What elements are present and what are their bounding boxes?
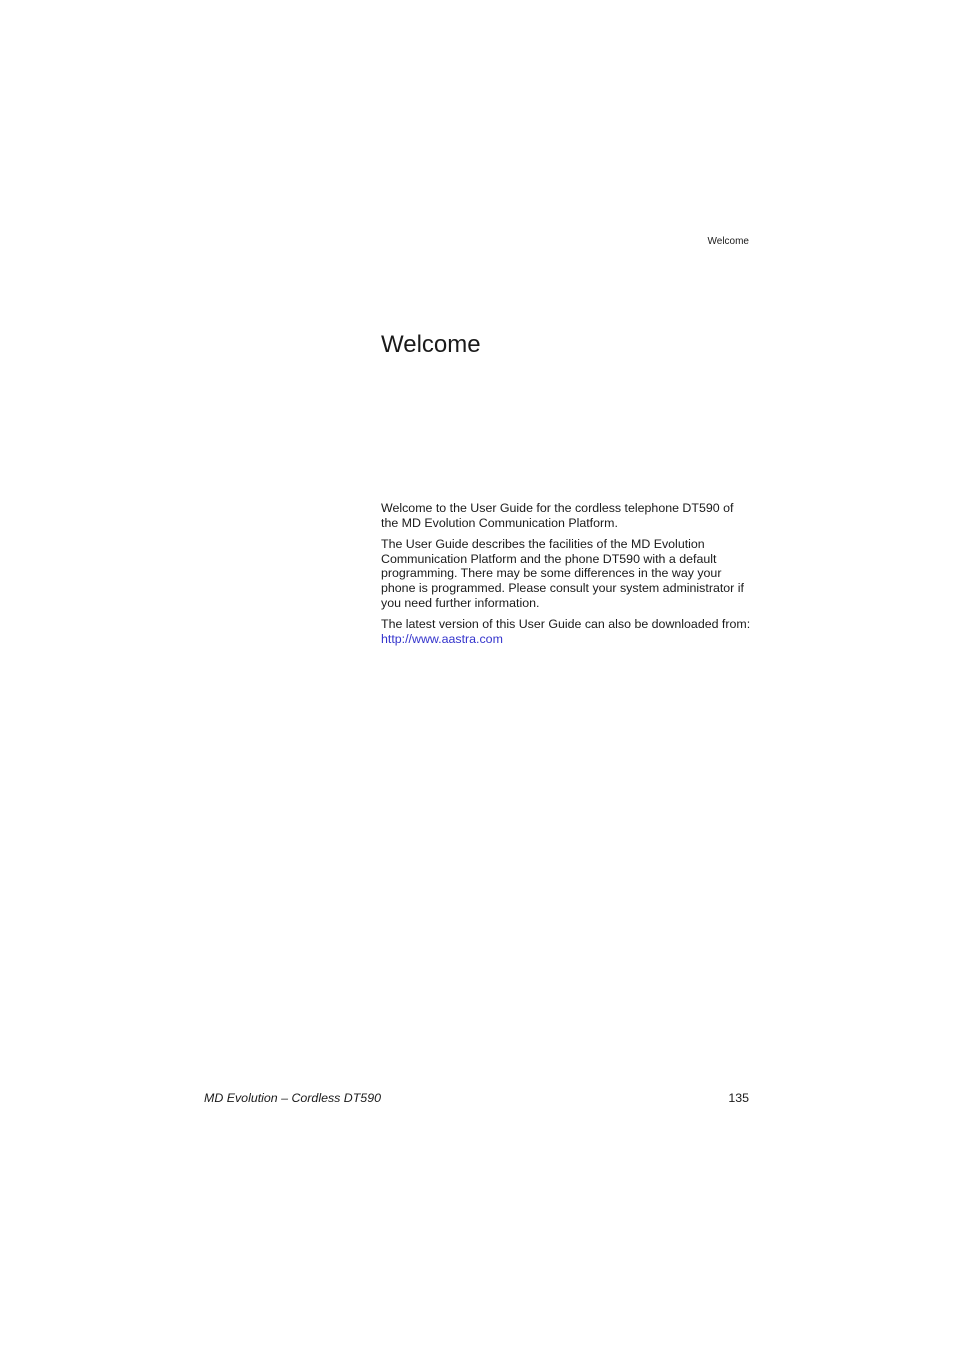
page-title: Welcome [381,331,481,358]
description-paragraph: The User Guide describes the facilities of the MD Evolution Communication Platform and the phone DT590 with a default programming. There may be some differences in the way your phone is programmed. Please consult your system administrator if you need further information. [381,537,744,610]
running-header: Welcome [707,236,749,247]
website-link[interactable]: http://www.aastra.com [381,631,503,646]
download-paragraph [381,617,751,646]
intro-paragraph: Welcome to the User Guide for the cordless telephone DT590 of the MD Evolution Communication Platform. [381,501,734,530]
footer-document-title: MD Evolution – Cordless DT590 [204,1091,381,1105]
page-number: 135 [728,1091,749,1105]
download-text: The latest version of this User Guide can also be downloaded from: [381,617,751,632]
body-text [381,501,751,653]
